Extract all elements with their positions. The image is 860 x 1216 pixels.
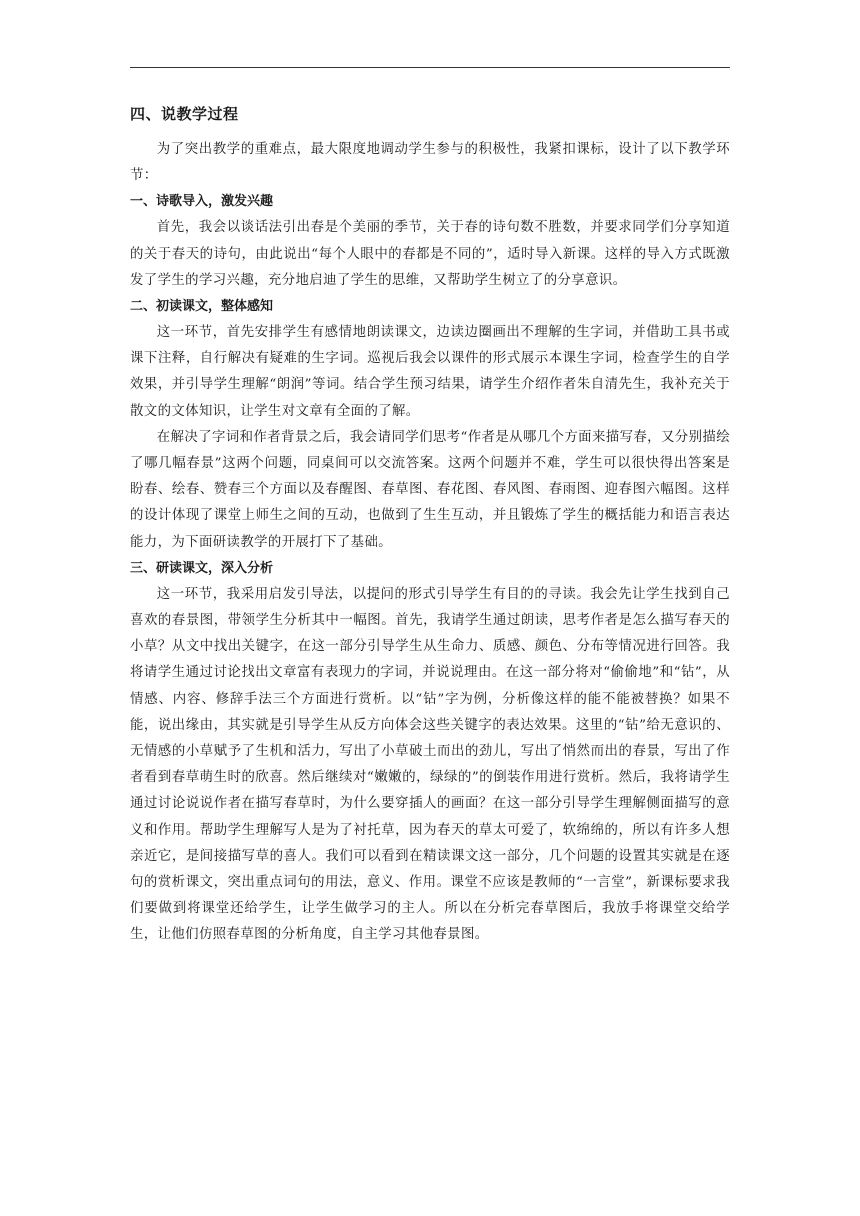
- intro-paragraph: 为了突出教学的重难点，最大限度地调动学生参与的积极性，我紧扣课标，设计了以下教学环节：: [130, 142, 730, 184]
- teaching-step-2: [130, 294, 730, 556]
- step-heading: 三、研读课文，深入分析: [130, 560, 274, 576]
- teaching-step-1: [130, 189, 730, 294]
- step-paragraph: 这一环节，首先安排学生有感情地朗读课文，边读边圈画出不理解的生字词，并借助工具书或课下注释，自行解决有疑难的生字词。巡视后我会以课件的形式展示本课生字词，检查学生的自学效果，并引导学生理解“朗润”等词。结合学生预习结果，请学生介绍作者朱自清先生，我补充关于散文的文体知识，让学生对文章有全面的了解。: [130, 325, 730, 419]
- header-rule: [130, 67, 730, 68]
- step-paragraph: 首先，我会以谈话法引出春是个美丽的季节，关于春的诗句数不胜数，并要求同学们分享知道的关于春天的诗句，由此说出“每个人眼中的春都是不同的”，适时导入新课。这样的导入方式既激发了学生的学习兴趣，充分地启迪了学生的思维，又帮助学生树立了的分享意识。: [130, 220, 730, 288]
- step-heading: 二、初读课文，整体感知: [130, 299, 274, 315]
- teaching-step-3: [130, 556, 730, 949]
- step-paragraph: 在解决了字词和作者背景之后，我会请同学们思考“作者是从哪几个方面来描写春，又分别描绘了哪几幅春景”这两个问题，同桌间可以交流答案。这两个问题并不难，学生可以很快得出答案是盼春、绘春、赞春三个方面以及春醒图、春草图、春花图、春风图、春雨图、迎春图六幅图。这样的设计体现了课堂上师生之间的互动，也做到了生生互动，并且锻炼了学生的概括能力和语言表达能力，为下面研读教学的开展打下了基础。: [130, 429, 730, 550]
- step-paragraph: 这一环节，我采用启发引导法，以提问的形式引导学生有目的的寻读。我会先让学生找到自己喜欢的春景图，带领学生分析其中一幅图。首先，我请学生通过朗读，思考作者是怎么描写春天的小草？从文中找出关键字，在这一部分引导学生从生命力、质感、颜色、分布等情况进行回答。我将请学生通过讨论找出文章富有表现力的字词，并说说理由。在这一部分将对“偷偷地”和“钻”，从情感、内容、修辞手法三个方面进行赏析。以“钻”字为例，分析像这样的能不能被替换？如果不能，说出缘由，其实就是引导学生从反方向体会这些关键字的表达效果。这里的“钻”给无意识的、无情感的小草赋予了生机和活力，写出了小草破土而出的劲儿，写出了悄然而出的春景，写出了作者看到春草萌生时的欣喜。然后继续对“嫩嫩的，绿绿的”的倒装作用进行赏析。然后，我将请学生通过讨论说说作者在描写春草时，为什么要穿插人的画面？在这一部分引导学生理解侧面描写的意义和作用。帮助学生理解写人是为了衬托草，因为春天的草太可爱了，软绵绵的，所以有许多人想亲近它，是间接描写草的喜人。我们可以看到在精读课文这一部分，几个问题的设置其实就是在逐句的赏析课文，突出重点词句的用法，意义、作用。课堂不应该是教师的“一言堂”，新课标要求我们要做到将课堂还给学生，让学生做学习的主人。所以在分析完春草图后，我放手将课堂交给学生，让他们仿照春草图的分析角度，自主学习其他春景图。: [130, 586, 730, 943]
- step-heading: 一、诗歌导入，激发兴趣: [130, 194, 274, 210]
- section-title: 四、说教学过程: [130, 105, 239, 123]
- document-body: [130, 98, 730, 949]
